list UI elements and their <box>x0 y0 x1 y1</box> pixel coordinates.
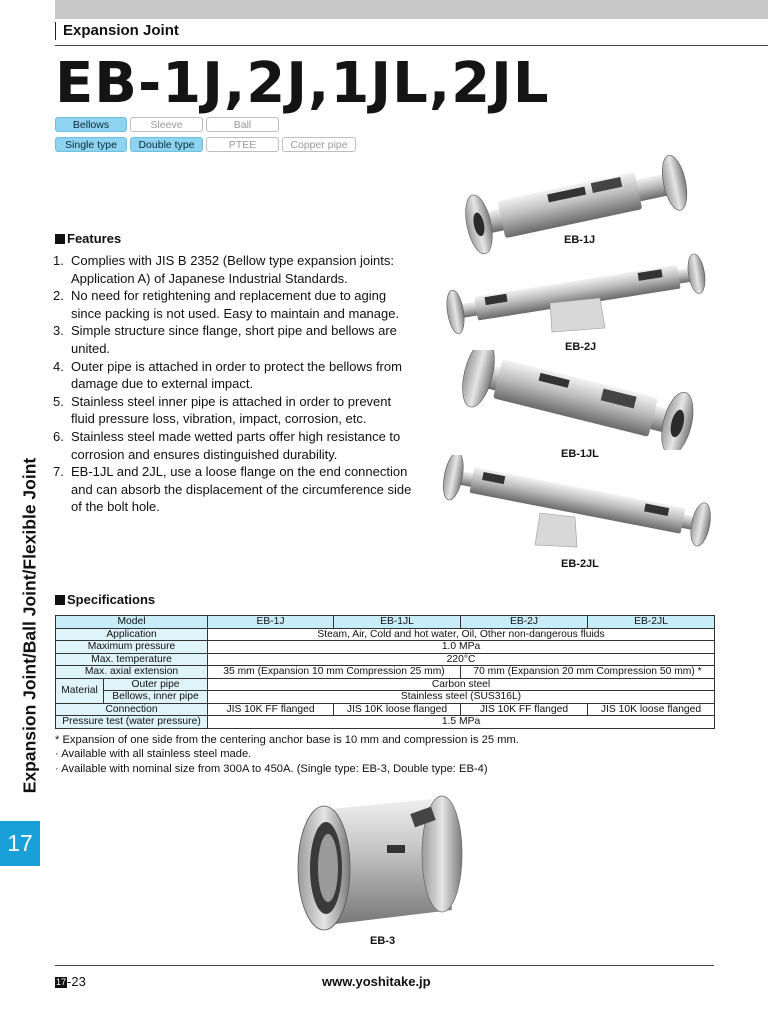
table-row <box>56 641 715 654</box>
feature-item: 6. Stainless steel made wetted parts offer high resistance to corrosion and ensures distinguished durability. <box>53 428 401 462</box>
table-row <box>56 716 715 729</box>
tag-ball: Ball <box>206 117 279 132</box>
tag-double-type: Double type <box>130 137 203 152</box>
table-cell: 35 mm (Expansion 10 mm Compression 25 mm) <box>208 666 461 679</box>
eb-1jl-photo <box>450 350 705 450</box>
eb-3-photo <box>292 790 472 935</box>
note-line: * Expansion of one side from the centering anchor base is 10 mm and compression is 25 mm. <box>55 734 519 746</box>
table-cell: JIS 10K loose flanged <box>588 703 715 716</box>
page-title: EB-1J,2J,1JL,2JL <box>55 51 550 116</box>
table-header: EB-2J <box>461 616 588 629</box>
chapter-tab: 17 <box>0 821 40 866</box>
eb-1j-caption: EB-1J <box>564 234 596 246</box>
table-row <box>56 616 715 629</box>
table-row <box>56 703 715 716</box>
tag-copper-pipe: Copper pipe <box>282 137 356 152</box>
feature-item: 4. Outer pipe is attached in order to protect the bellows from damage due to external impact. <box>53 358 402 392</box>
feature-item: 3. Simple structure since flange, short pipe and bellows are united. <box>53 323 397 356</box>
row-label: Max. temperature <box>56 653 208 666</box>
row-label: Application <box>56 628 208 641</box>
table-header: EB-1J <box>208 616 334 629</box>
section-title: Expansion Joint <box>55 22 179 40</box>
note-line: · Available with all stainless steel made. <box>55 748 252 761</box>
features-list <box>53 252 418 516</box>
eb-1jl-caption: EB-1JL <box>561 448 599 460</box>
table-row <box>56 666 715 679</box>
tag-sleeve: Sleeve <box>130 117 203 132</box>
eb-2jl-caption: EB-2JL <box>561 558 599 570</box>
footer-divider <box>55 965 714 966</box>
row-label: Maximum pressure <box>56 641 208 654</box>
table-cell: Carbon steel <box>208 678 715 691</box>
eb-2jl-photo <box>435 455 720 555</box>
row-label: Connection <box>56 703 208 716</box>
row-label: Bellows, inner pipe <box>104 691 208 704</box>
eb-2j-photo <box>440 248 710 338</box>
row-label: Pressure test (water pressure) <box>56 716 208 729</box>
specifications-heading: Specifications <box>55 592 155 607</box>
row-label: Max. axial extension <box>56 666 208 679</box>
tag-bellows: Bellows <box>55 117 127 132</box>
top-gray-bar <box>55 0 768 19</box>
feature-item: 5. Stainless steel inner pipe is attached in order to prevent fluid pressure loss, vibration, impact, corrosion, etc. <box>53 393 392 427</box>
website-url: www.yoshitake.jp <box>322 974 431 989</box>
feature-item: 2. No need for retightening and replacement due to aging since packing is not used. Easy to maintain and manage. <box>53 288 400 321</box>
table-cell: JIS 10K FF flanged <box>461 703 588 716</box>
tag-single-type: Single type <box>55 137 127 152</box>
table-header: EB-1JL <box>334 616 461 629</box>
eb-3-caption: EB-3 <box>370 935 396 947</box>
row-label: Material <box>56 678 104 703</box>
table-cell: 220°C <box>208 653 715 666</box>
header-divider <box>55 45 768 46</box>
spec-notes <box>55 733 519 776</box>
note-line: · Available with nominal size from 300A to 450A. (Single type: EB-3, Double type: EB-4) <box>55 762 488 775</box>
table-cell: 1.0 MPa <box>208 641 715 654</box>
eb-2j-caption: EB-2J <box>565 341 597 353</box>
table-cell: Steam, Air, Cold and hot water, Oil, Other non-dangerous fluids <box>208 628 715 641</box>
table-row <box>56 653 715 666</box>
table-cell: 1.5 MPa <box>208 716 715 729</box>
specifications-table <box>55 615 715 729</box>
table-row <box>56 628 715 641</box>
feature-item: 1. Complies with JIS B 2352 (Bellow type expansion joints: Application A) of Japanese Industrial Standards. <box>53 253 394 286</box>
table-cell: JIS 10K FF flanged <box>208 703 334 716</box>
table-row <box>56 678 715 691</box>
row-label: Outer pipe <box>104 678 208 691</box>
table-row <box>56 691 715 704</box>
table-cell: Stainless steel (SUS316L) <box>208 691 715 704</box>
sidebar-category-label: Expansion Joint/Ball Joint/Flexible Joint <box>19 457 40 794</box>
table-header: Model <box>56 616 208 629</box>
feature-item: 7. EB-1JL and 2JL, use a loose flange on the end connection and can absorb the displacement of the circumference side of the bolt hole. <box>53 464 412 515</box>
page-chapter-box: 17 <box>56 977 67 987</box>
table-header: EB-2JL <box>588 616 715 629</box>
tag-ptee: PTEE <box>206 137 279 152</box>
page-number <box>55 974 86 989</box>
page-number-label: -23 <box>67 974 86 989</box>
features-heading: Features <box>55 231 121 246</box>
table-cell: JIS 10K loose flanged <box>334 703 461 716</box>
table-cell: 70 mm (Expansion 20 mm Compression 50 mm) * <box>461 666 715 679</box>
